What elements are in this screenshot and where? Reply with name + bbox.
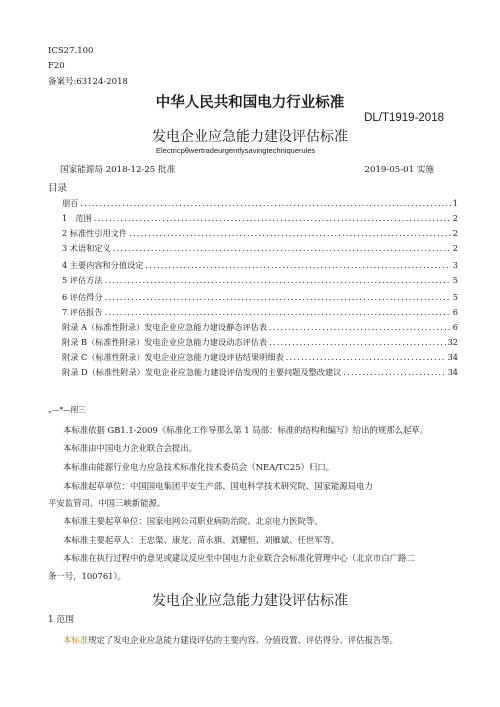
ics-code: ICS27.100 xyxy=(48,46,94,56)
toc-item-terms[interactable]: 3 术语和定义 ..... 2 xyxy=(62,243,458,257)
foreword-paragraph-feedback: 本标准在执行过程中的意见或建议反应至中国电力企业联合会标准化管理中心（北京市白广路二 xyxy=(63,553,415,563)
toc-item-score[interactable]: 6 评估得分 ..... 5 xyxy=(62,292,458,306)
scope-paragraph xyxy=(63,634,398,646)
approval-date: 国家能源局 2018-12-25 批准 xyxy=(60,165,176,175)
effective-date: 2019-05-01 实施 xyxy=(364,165,434,175)
body-title: 发电企业应急能力建设评估标准 xyxy=(152,593,348,609)
foreword-paragraph-drafting-units: 本标准起草单位：中国国电集团平安生产部、国电科学技术研究院、国家能源局电力 xyxy=(63,481,373,491)
scope-paragraph-text: 规定了发电企业应急能力建设评估的主要内容、分值设置、评估得分、评估报告等。 xyxy=(88,635,398,645)
toc-heading: 目录 xyxy=(48,183,68,194)
foreword-paragraph-basis: 本标准依据 GB1.1-2009《标准化工作导那么第 1 局部：标准的结构和编写》给出的规那么起草。 xyxy=(63,425,429,435)
foreword-paragraph-main-units: 本标准主要起草单位：国家电网公司职业病防治院、北京电力医院等。 xyxy=(63,516,323,526)
toc-item-appendix-c[interactable]: 附录 C（标准性附录）发电企业应急能力建设评估结果明细表 ..... 34 xyxy=(62,352,458,366)
toc-item-appendix-a[interactable]: 附录 A（标准性附录）发电企业应急能力建设静态评估表 ..... 6 xyxy=(62,322,458,336)
classification-code: F20 xyxy=(48,61,65,71)
foreword-paragraph-drafters: 本标准主要起草人：王忠渠、康龙、苗永旗、刘耀恒、刘雁斌、任世军等。 xyxy=(63,535,340,545)
toc-item-report[interactable]: 7 评估报告 ..... 6 xyxy=(62,307,458,321)
highlighted-term: 本标准 xyxy=(63,635,89,645)
foreword-heading: „—*—削三 xyxy=(48,405,86,414)
foreword-paragraph-feedback-cont: 条一号，100761）。 xyxy=(48,571,127,581)
toc-item-preface[interactable]: 朋百 ..... 1 xyxy=(62,198,458,212)
section-heading-scope: 1 范围 xyxy=(48,615,74,625)
foreword-paragraph-committee: 本标准由能源行业电力应急技术标准化技术委员会（NEA/TC25）归口。 xyxy=(63,462,335,472)
english-title: Electricpθwertradeurgentlysavingtechniquerules xyxy=(156,146,316,155)
foreword-paragraph-proposer: 本标准由中国电力企业联合会提出。 xyxy=(63,443,197,453)
toc-item-appendix-d[interactable]: 附录 D（标准性附录）发电企业应急能力建设评估发现的主要问题及整改建议 ..... 34 xyxy=(62,367,458,381)
toc-item-scope[interactable]: 1 范围 ..... 2 xyxy=(62,213,458,227)
document-title: 发电企业应急能力建设评估标准 xyxy=(152,129,348,145)
standard-number: DL/T1919-2018 xyxy=(364,112,444,124)
toc-item-normative-references[interactable]: 2 标准性引用文件 ..... 2 xyxy=(62,228,458,242)
toc-item-main-content[interactable]: 4 主要内容和分值设定 ..... 3 xyxy=(62,260,458,274)
record-number: 备案号:63124-2018 xyxy=(48,77,128,87)
foreword-paragraph-drafting-units-cont: 平安监管司、中国三峡新能源。 xyxy=(48,498,166,508)
standard-type: 中华人民共和国电力行业标准 xyxy=(155,94,345,111)
toc-item-appendix-b[interactable]: 附录 B（标准性附录）发电企业应急能力建设动态评估表 ..... 32 xyxy=(62,337,458,351)
toc-item-methods[interactable]: 5 评估方法 ..... 5 xyxy=(62,275,458,289)
